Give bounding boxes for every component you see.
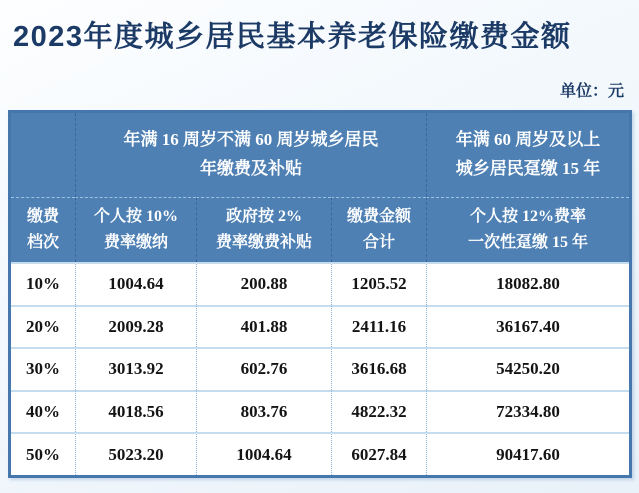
group-header-age60-line1: 年满 60 周岁及以上 bbox=[455, 130, 601, 150]
group-header-corner bbox=[11, 113, 75, 197]
group-header-age16 bbox=[75, 113, 426, 197]
row-50pct-tier: 50% bbox=[11, 432, 75, 475]
row-30pct-tier: 30% bbox=[11, 347, 75, 390]
col-header-lump-line1: 个人按 12%费率 bbox=[469, 207, 586, 225]
group-header-age60 bbox=[426, 113, 629, 197]
row-40pct-personal: 4018.56 bbox=[75, 390, 196, 433]
col-header-personal-line1: 个人按 10% bbox=[93, 207, 178, 225]
row-30pct-total: 3616.68 bbox=[331, 347, 426, 390]
row-20pct-subsidy: 401.88 bbox=[196, 305, 331, 348]
row-10pct-subsidy: 200.88 bbox=[196, 262, 331, 305]
col-header-tier-line1: 缴费 bbox=[26, 207, 59, 225]
row-50pct-lump: 90417.60 bbox=[426, 432, 629, 475]
row-50pct-total: 6027.84 bbox=[331, 432, 426, 475]
col-header-tier bbox=[11, 197, 75, 262]
row-10pct-total: 1205.52 bbox=[331, 262, 426, 305]
row-10pct-lump: 18082.80 bbox=[426, 262, 629, 305]
col-header-subsidy-line1: 政府按 2% bbox=[225, 207, 302, 225]
col-header-subsidy bbox=[196, 197, 331, 262]
col-header-lump bbox=[426, 197, 629, 262]
row-30pct-personal: 3013.92 bbox=[75, 347, 196, 390]
row-40pct-subsidy: 803.76 bbox=[196, 390, 331, 433]
group-header-age60-line2: 城乡居民趸缴 15 年 bbox=[455, 159, 601, 178]
col-header-total-line2: 合计 bbox=[362, 234, 395, 251]
unit-note: 单位：元 bbox=[559, 83, 624, 100]
row-20pct-tier: 20% bbox=[11, 305, 75, 348]
col-header-subsidy-line2: 费率缴费补贴 bbox=[215, 234, 312, 251]
row-40pct-total: 4822.32 bbox=[331, 390, 426, 433]
row-20pct-lump: 36167.40 bbox=[426, 305, 629, 348]
row-40pct-lump: 72334.80 bbox=[426, 390, 629, 433]
row-20pct-total: 2411.16 bbox=[331, 305, 426, 348]
col-header-tier-line2: 档次 bbox=[26, 234, 59, 251]
page-title: 2023年度城乡居民基本养老保险缴费金额 bbox=[13, 21, 572, 53]
row-10pct-personal: 1004.64 bbox=[75, 262, 196, 305]
row-20pct-personal: 2009.28 bbox=[75, 305, 196, 348]
row-10pct-tier: 10% bbox=[11, 262, 75, 305]
col-header-total-line1: 缴费金额 bbox=[346, 207, 411, 225]
col-header-personal bbox=[75, 197, 196, 262]
col-header-lump-line2: 一次性趸缴 15 年 bbox=[467, 234, 588, 251]
row-30pct-subsidy: 602.76 bbox=[196, 347, 331, 390]
row-50pct-subsidy: 1004.64 bbox=[196, 432, 331, 475]
pension-contribution-table bbox=[8, 110, 632, 478]
row-40pct-tier: 40% bbox=[11, 390, 75, 433]
row-50pct-personal: 5023.20 bbox=[75, 432, 196, 475]
group-header-age16-line1: 年满 16 周岁不满 60 周岁城乡居民 bbox=[123, 130, 379, 150]
group-header-age16-line2: 年缴费及补贴 bbox=[200, 159, 302, 178]
col-header-total bbox=[331, 197, 426, 262]
col-header-personal-line2: 费率缴纳 bbox=[103, 234, 168, 251]
row-30pct-lump: 54250.20 bbox=[426, 347, 629, 390]
